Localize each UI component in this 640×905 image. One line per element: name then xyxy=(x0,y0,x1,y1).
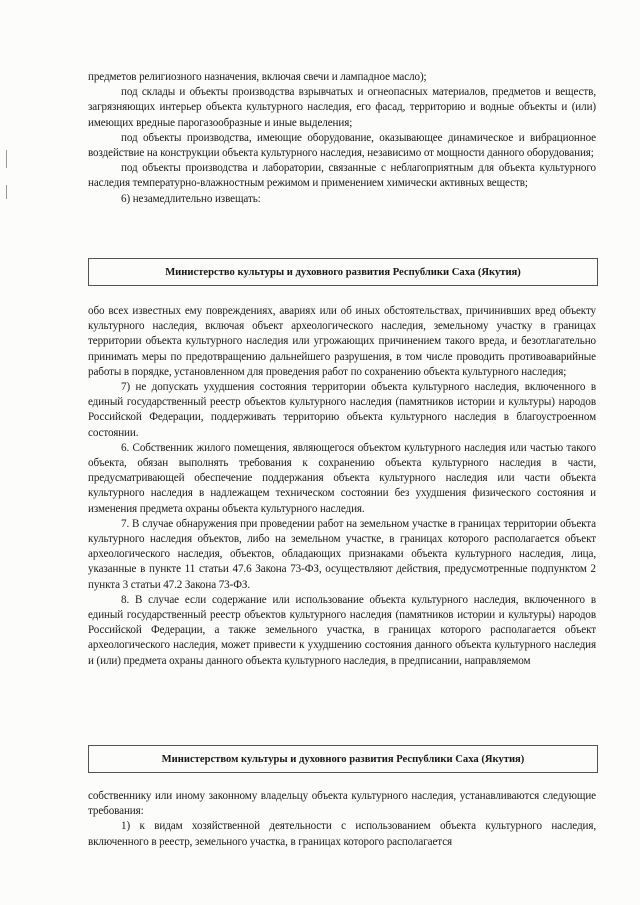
text-block-2 xyxy=(88,304,596,669)
paragraph: под объекты производства и лаборатории, связанные с неблагоприятным для объекта культурного наследия температурно-влажностным режимом и применением химически активных веществ; xyxy=(88,162,596,190)
paragraph: предметов религиозного назначения, включая свечи и лампадное масло); xyxy=(88,71,427,83)
text-block-3 xyxy=(88,789,596,850)
paragraph: 8. В случае если содержание или использование объекта культурного наследия, включенного в единый государственный реестр объектов культурного наследия (памятников истории и культуры) народов Российской Федерации, а также земельного участка, в границах которого располагается объект археологического наследия, может привести к ухудшению состояния данного объекта культурного наследия и (или) предмета охраны данного объекта культурного наследия, в предписании, направляемом xyxy=(88,593,596,667)
paragraph: 1) к видам хозяйственной деятельности с использованием объекта культурного наследия, включенного в реестр, земельного участка, в границах которого располагается xyxy=(88,820,596,848)
ministry-banner xyxy=(88,745,598,773)
banner-text: Министерством культуры и духовного развития Республики Саха (Якутия) xyxy=(161,753,525,765)
paragraph: под объекты производства, имеющие оборудование, оказывающее динамическое и вибрационное воздействие на конструкции объекта культурного наследия, независимо от мощности данного оборудования; xyxy=(88,131,596,160)
text-block-1 xyxy=(88,70,596,207)
scan-mark xyxy=(6,185,7,199)
paragraph: собственнику или иному законному владельцу объекта культурного наследия, устанавливаются следующие требования: xyxy=(88,790,596,818)
paragraph: обо всех известных ему повреждениях, авариях или об иных обстоятельствах, причинивших вред объекту культурного наследия, включая объект археологического наследия, земельному участку в границах территории объекта культурного наследия или угрожающих причинением такого вреда, и безотлагательно принимать меры по предотвращению дальнейшего разрушения, в том числе проводить противоаварийные работы в порядке, установленном для проведения работ по сохранению объекта культурного наследия; xyxy=(88,305,596,378)
scan-mark xyxy=(6,150,7,168)
ministry-banner xyxy=(88,258,598,286)
paragraph: под склады и объекты производства взрывчатых и огнеопасных материалов, предметов и веществ, загрязняющих интерьер объекта культурного наследия, его фасад, территорию и водные объекты и (или) имеющих вредные парогазообразные и иные выделения; xyxy=(88,86,596,129)
paragraph: 6. Собственник жилого помещения, являющегося объектом культурного наследия или частью такого объекта, обязан выполнять требования к сохранению объекта культурного наследия в части, предусматривающей обеспечение поддержания объекта культурного наследия или части объекта культурного наследия в надлежащем техническом состоянии без ухудшения физического состояния и изменения предмета охраны объекта культурного наследия. xyxy=(88,441,596,515)
paragraph: 7. В случае обнаружения при проведении работ на земельном участке в границах территории объекта культурного наследия объектов, либо на земельном участке, в границах которого располагается объект археологического наследия, объектов, обладающих признаками объекта культурного наследия, лица, указанные в пункте 11 статьи 47.6 Закона 73-ФЗ, осуществляют действия, предусмотренные подпунктом 2 пункта 3 статьи 47.2 Закона 73-ФЗ. xyxy=(88,517,596,591)
paragraph: 6) незамедлительно извещать: xyxy=(121,192,261,205)
banner-text: Министерство культуры и духовного развития Республики Саха (Якутия) xyxy=(165,266,521,278)
paragraph: 7) не допускать ухудшения состояния территории объекта культурного наследия, включенного в единый государственный реестр объектов культурного наследия (памятников истории и культуры) народов Российской Федерации, поддерживать территорию объекта культурного наследия в благоустроенном состоянии. xyxy=(88,381,596,439)
